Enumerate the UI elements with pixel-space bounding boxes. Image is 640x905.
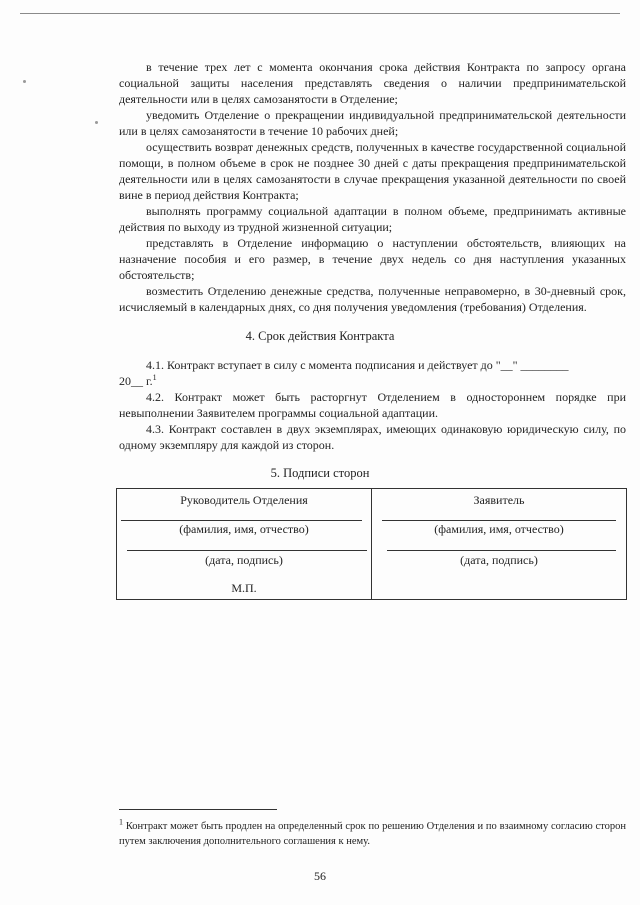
obligation-6: возместить Отделению денежные средства, полученные неправомерно, в 30-дневный срок, исчисляемый в календарных днях, со дня получения уведомления (требования) Отделения. [119,284,626,314]
obligation-4: выполнять программу социальной адаптации в полном объеме, предпринимать активные действия по выходу из трудной жизненной ситуации; [119,204,626,234]
name-line[interactable] [121,520,362,521]
footnote-mark: 1 [119,817,123,827]
date-signature-line[interactable] [387,550,616,551]
page-number: 56 [314,869,326,883]
name-caption: (фамилия, имя, отчество) [434,522,564,536]
clause-4-1 [119,357,626,389]
footnote-text: Контракт может быть продлен на определенный срок по решению Отделения и по взаимному согласию сторон путем заключения дополнительного соглашения к нему. [119,821,627,847]
name-caption: (фамилия, имя, отчество) [179,522,309,536]
footnote [119,819,626,849]
footnote-rule [119,809,277,810]
signature-cell-applicant [372,489,627,600]
obligation-2: уведомить Отделение о прекращении индивидуальной предпринимательской деятельности или в целях самозанятости в течение 10 рабочих дней; [119,108,626,138]
obligation-1: в течение трех лет с момента окончания срока действия Контракта по запросу органа социальной защиты населения представлять сведения о наличии предпринимательской деятельности или в целях самозанятости в Отделение; [119,60,626,106]
obligation-3: осуществить возврат денежных средств, полученных в качестве государственной социальной помощи, в полном объеме в срок не позднее 30 дней с даты прекращения предпринимательской деятельности или в целях самозанятости в случае прекращения указанной деятельности по своей вине в период действия Контракта; [119,140,626,202]
signatures-table [116,488,627,600]
top-rule [20,13,620,14]
date-signature-caption: (дата, подпись) [205,553,283,567]
obligation-5: представлять в Отделение информацию о наступлении обстоятельств, влияющих на назначение пособия и его размер, в течение двух недель со дня наступления указанных обстоятельств; [119,236,626,282]
clause-4-1-year: 20__ г. [119,374,153,388]
scan-mark [23,80,26,83]
section-5-title: 5. Подписи сторон [270,466,370,480]
applicant-title: Заявитель [473,493,525,507]
footnote-ref: 1 [152,373,157,382]
date-signature-line[interactable] [127,550,367,551]
stamp-label: М.П. [231,581,257,595]
signature-cell-department [117,489,372,600]
clause-4-2: 4.2. Контракт может быть расторгнут Отделением в одностороннем порядке при невыполнении Заявителем программы социальной адаптации. [119,390,626,420]
scan-mark [95,121,98,124]
date-signature-caption: (дата, подпись) [460,553,538,567]
clause-4-1-text: 4.1. Контракт вступает в силу с момента подписания и действует до "__" ________ [146,358,569,372]
section-4-title: 4. Срок действия Контракта [245,329,395,343]
department-head-title: Руководитель Отделения [180,493,308,507]
clause-4-3: 4.3. Контракт составлен в двух экземплярах, имеющих одинаковую юридическую силу, по одному экземпляру для каждой из сторон. [119,422,626,452]
name-line[interactable] [382,520,616,521]
